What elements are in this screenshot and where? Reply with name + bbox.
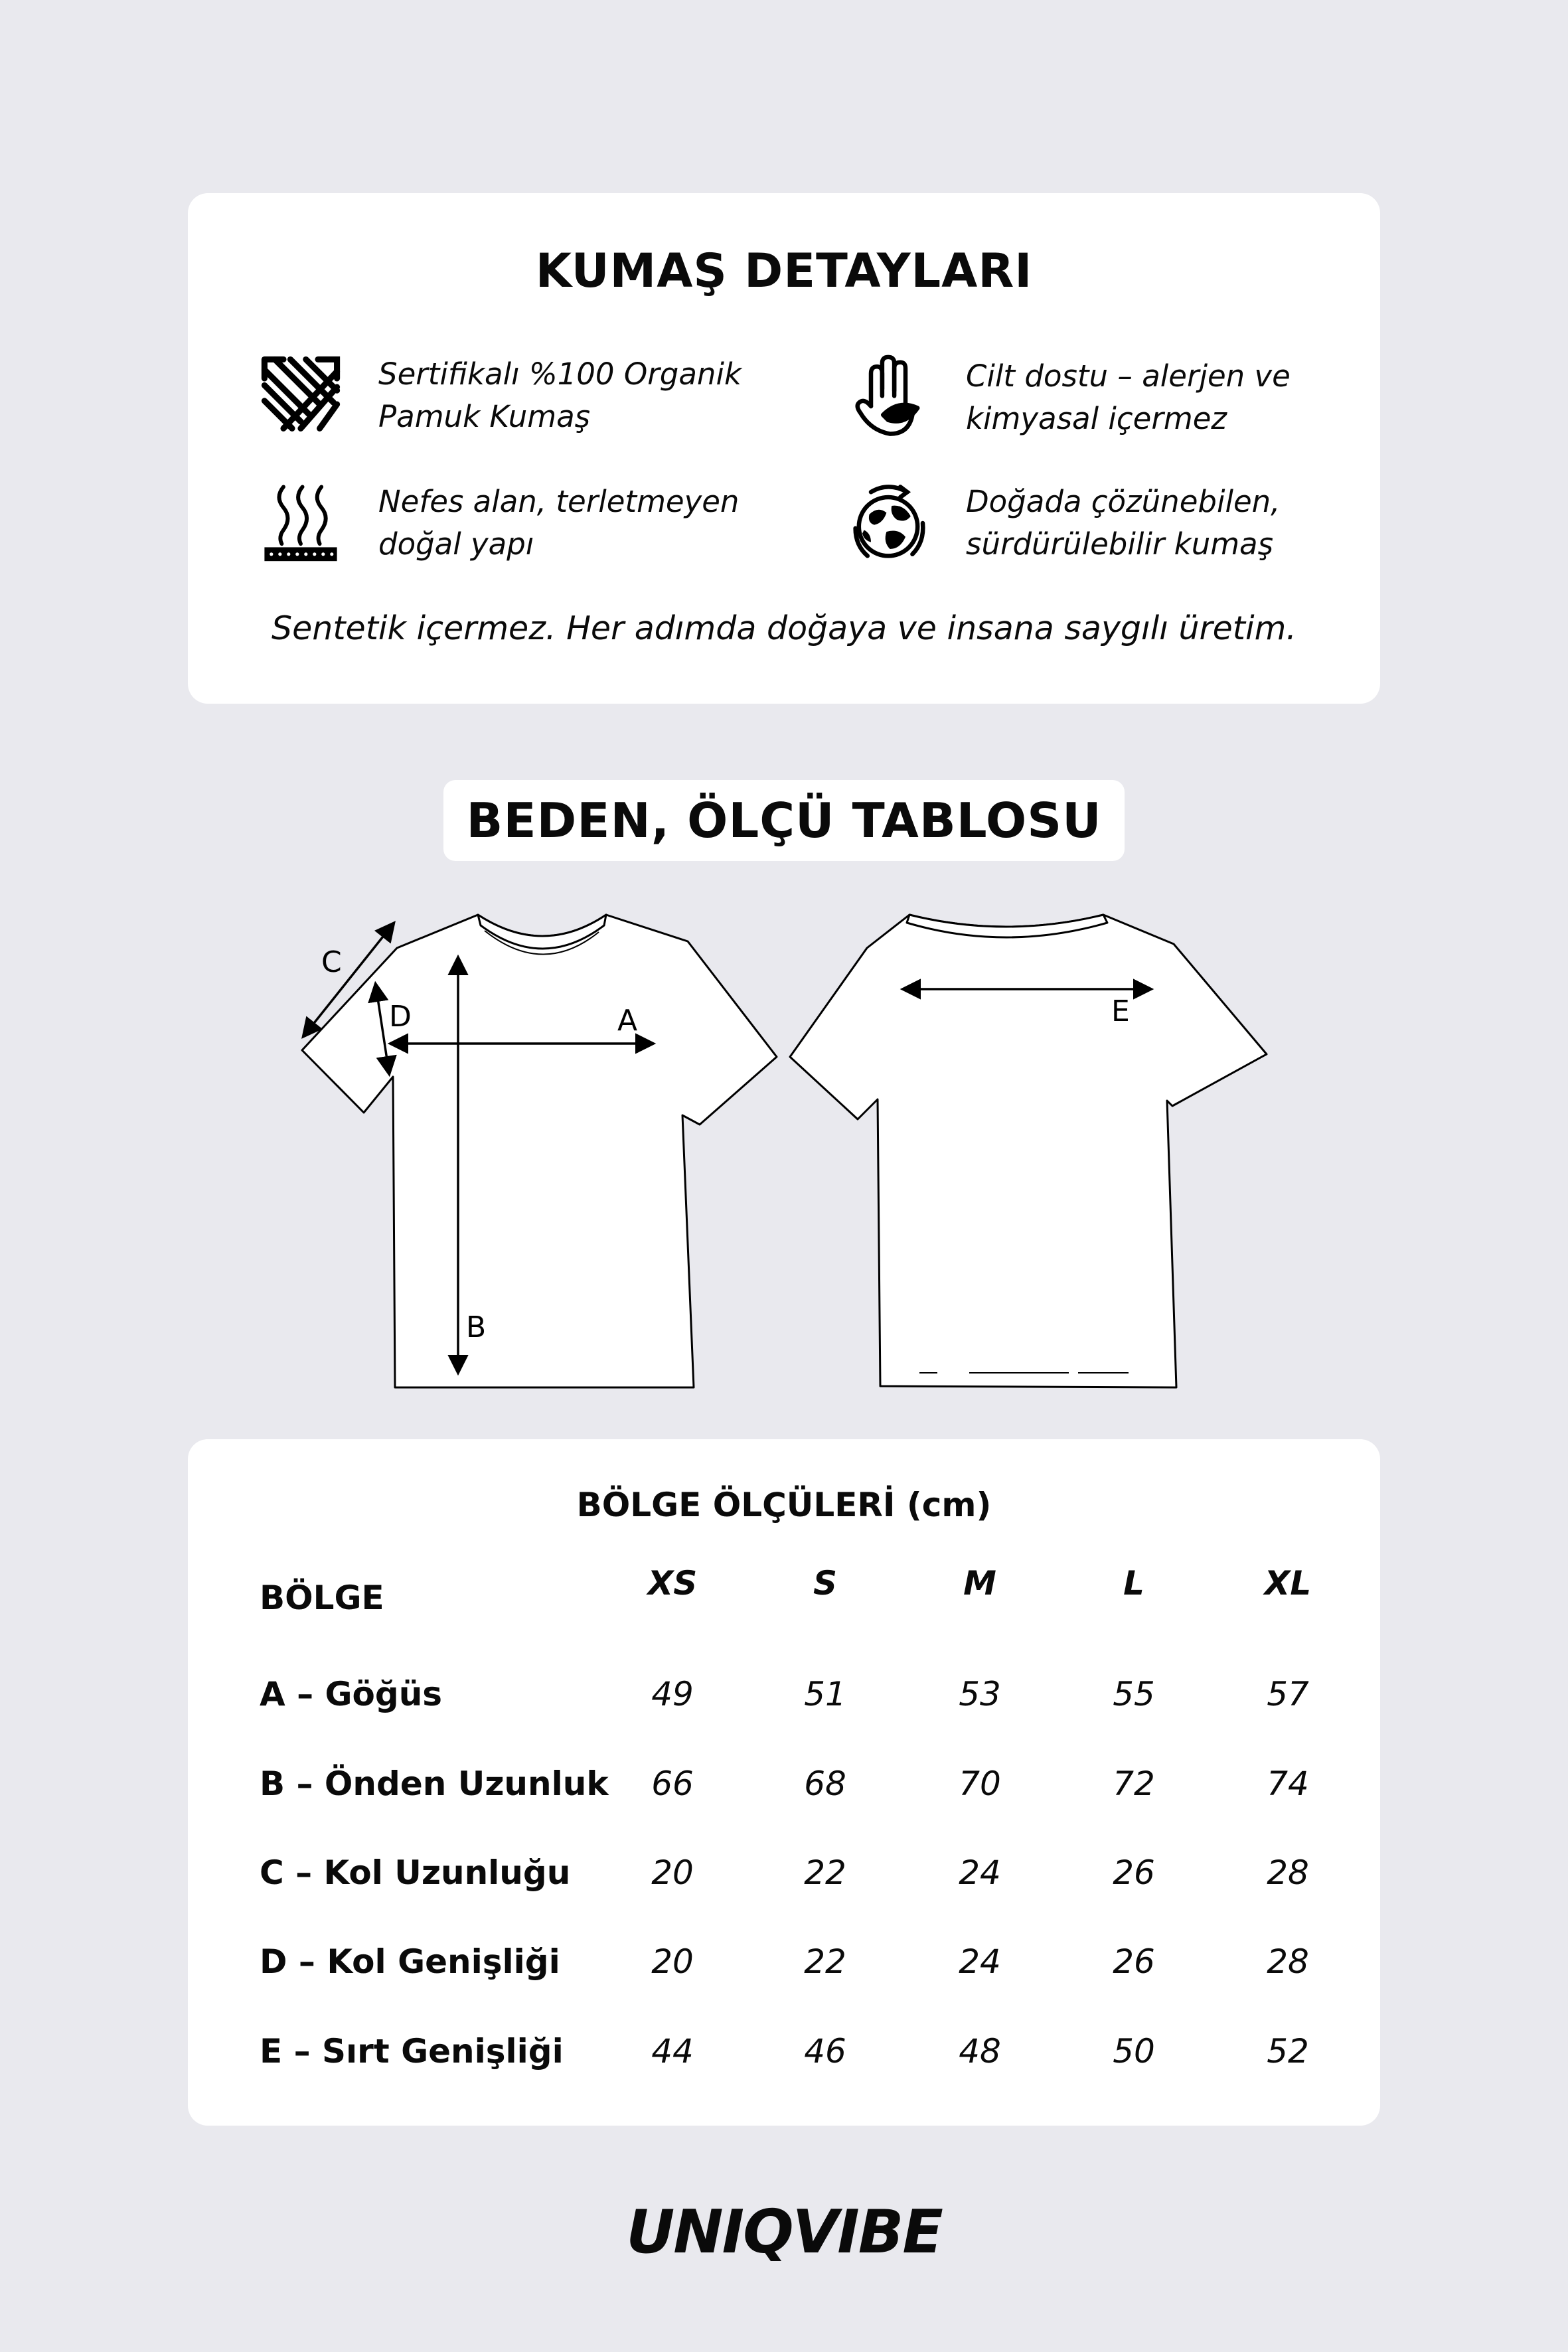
table-cell: 26 [1113,1942,1155,1981]
table-cell: 49 [651,1675,694,1713]
table-cell: 66 [651,1764,694,1803]
row-label-chest: A – Göğüs [260,1675,443,1713]
feature-skin-friendly [845,354,1291,441]
table-cell: 51 [804,1675,846,1713]
feature-text-line: Doğada çözünebilen, [966,484,1281,519]
tshirt-back-outline [790,915,1267,1387]
row-label-sleeve-length: C – Kol Uzunluğu [260,1853,571,1892]
table-cell: 72 [1113,1764,1155,1803]
measure-label-b: B [466,1310,487,1344]
table-cell: 74 [1267,1764,1309,1803]
table-cell: 57 [1267,1675,1309,1713]
table-cell: 68 [804,1764,846,1803]
feature-biodegradable [845,480,1280,566]
feature-text-line: kimyasal içermez [966,401,1227,436]
measurements-title: BÖLGE ÖLÇÜLERİ (cm) [576,1486,992,1524]
breathable-fabric-icon [258,480,344,566]
measure-label-e: E [1111,994,1130,1028]
size-chart-title [443,780,1125,861]
measurements-card [188,1439,1380,2126]
table-cell: 44 [651,2032,694,2071]
table-cell: 70 [959,1764,1001,1803]
tshirt-back-diagram [783,903,1275,1394]
measure-label-c: C [321,945,342,979]
table-cell: 50 [1113,2032,1155,2071]
feature-breathable [258,480,739,566]
table-cell: 48 [959,2032,1001,2071]
brand-logo: UNIQVIBE [626,2197,942,2267]
feature-text-line: doğal yapı [378,526,534,562]
row-label-back-width: E – Sırt Genişliği [260,2032,564,2071]
size-chart-title-text: BEDEN, ÖLÇÜ TABLOSU [466,793,1102,848]
table-cell: 52 [1267,2032,1309,2071]
feature-text-line: Pamuk Kumaş [378,399,591,434]
table-cell: 24 [959,1853,1001,1892]
size-header-xs: XS [647,1564,698,1603]
measure-label-a: A [617,1004,638,1038]
feature-text-line: sürdürülebilir kumaş [966,526,1274,562]
table-cell: 55 [1113,1675,1155,1713]
fabric-footer-note: Sentetik içermez. Her adımda doğaya ve insana saygılı üretim. [272,609,1296,647]
tshirt-front-outline [302,915,777,1387]
table-cell: 28 [1267,1942,1309,1981]
hand-leaf-icon [845,354,931,441]
yarn-ball-icon [258,353,344,439]
size-header-l: L [1123,1564,1144,1603]
table-cell: 20 [651,1942,694,1981]
table-cell: 46 [804,2032,846,2071]
fabric-details-title: KUMAŞ DETAYLARI [535,244,1033,298]
measure-label-d: D [389,1000,412,1034]
row-label-front-length: B – Önden Uzunluk [260,1764,609,1803]
size-header-s: S [813,1564,838,1603]
table-cell: 22 [804,1942,846,1981]
tshirt-front-diagram [292,903,783,1394]
row-label-sleeve-width: D – Kol Genişliği [260,1942,560,1981]
feature-text-line: Sertifikalı %100 Organik [378,356,742,392]
region-column-header: BÖLGE [260,1579,384,1617]
feature-text-line: Nefes alan, terletmeyen [378,484,740,519]
size-header-m: M [963,1564,996,1603]
table-cell: 20 [651,1853,694,1892]
table-cell: 26 [1113,1853,1155,1892]
table-cell: 28 [1267,1853,1309,1892]
table-cell: 22 [804,1853,846,1892]
feature-text-line: Cilt dostu – alerjen ve [966,358,1291,394]
feature-organic-cotton [258,353,742,439]
fabric-details-card [188,193,1380,704]
table-cell: 53 [959,1675,1001,1713]
table-cell: 24 [959,1942,1001,1981]
size-header-xl: XL [1264,1564,1312,1603]
recycle-globe-icon [845,480,931,566]
